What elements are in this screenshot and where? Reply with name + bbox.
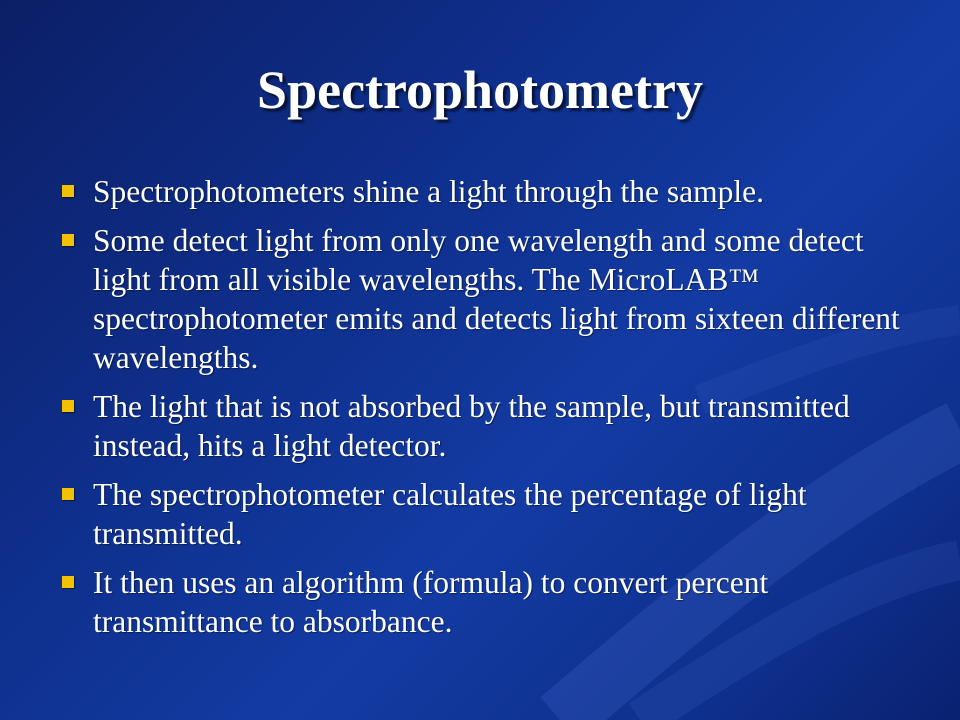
bullet-item [60,387,910,465]
bullet-square-icon [62,234,74,246]
bullet-item [60,172,910,211]
bullet-list [60,172,910,651]
bullet-square-icon [62,400,74,412]
bullet-square-icon [62,185,74,197]
bullet-text: The spectrophotometer calculates the percentage of light transmitted. [93,477,807,551]
bullet-item [60,475,910,553]
bullet-text: It then uses an algorithm (formula) to convert percent transmittance to absorbance. [93,565,769,639]
slide-title: Spectrophotometry [257,60,703,120]
bullet-item [60,563,910,641]
bullet-text: Spectrophotometers shine a light through the sample. [93,174,764,209]
bullet-text: Some detect light from only one wavelength and some detect light from all visible wavelengths. The MicroLAB™ spectrophotometer emits and detects light from sixteen different wavelengths. [93,223,900,375]
bullet-text: The light that is not absorbed by the sample, but transmitted instead, hits a light detector. [93,389,850,463]
bullet-square-icon [62,576,74,588]
bullet-square-icon [62,488,74,500]
bullet-item [60,221,910,377]
